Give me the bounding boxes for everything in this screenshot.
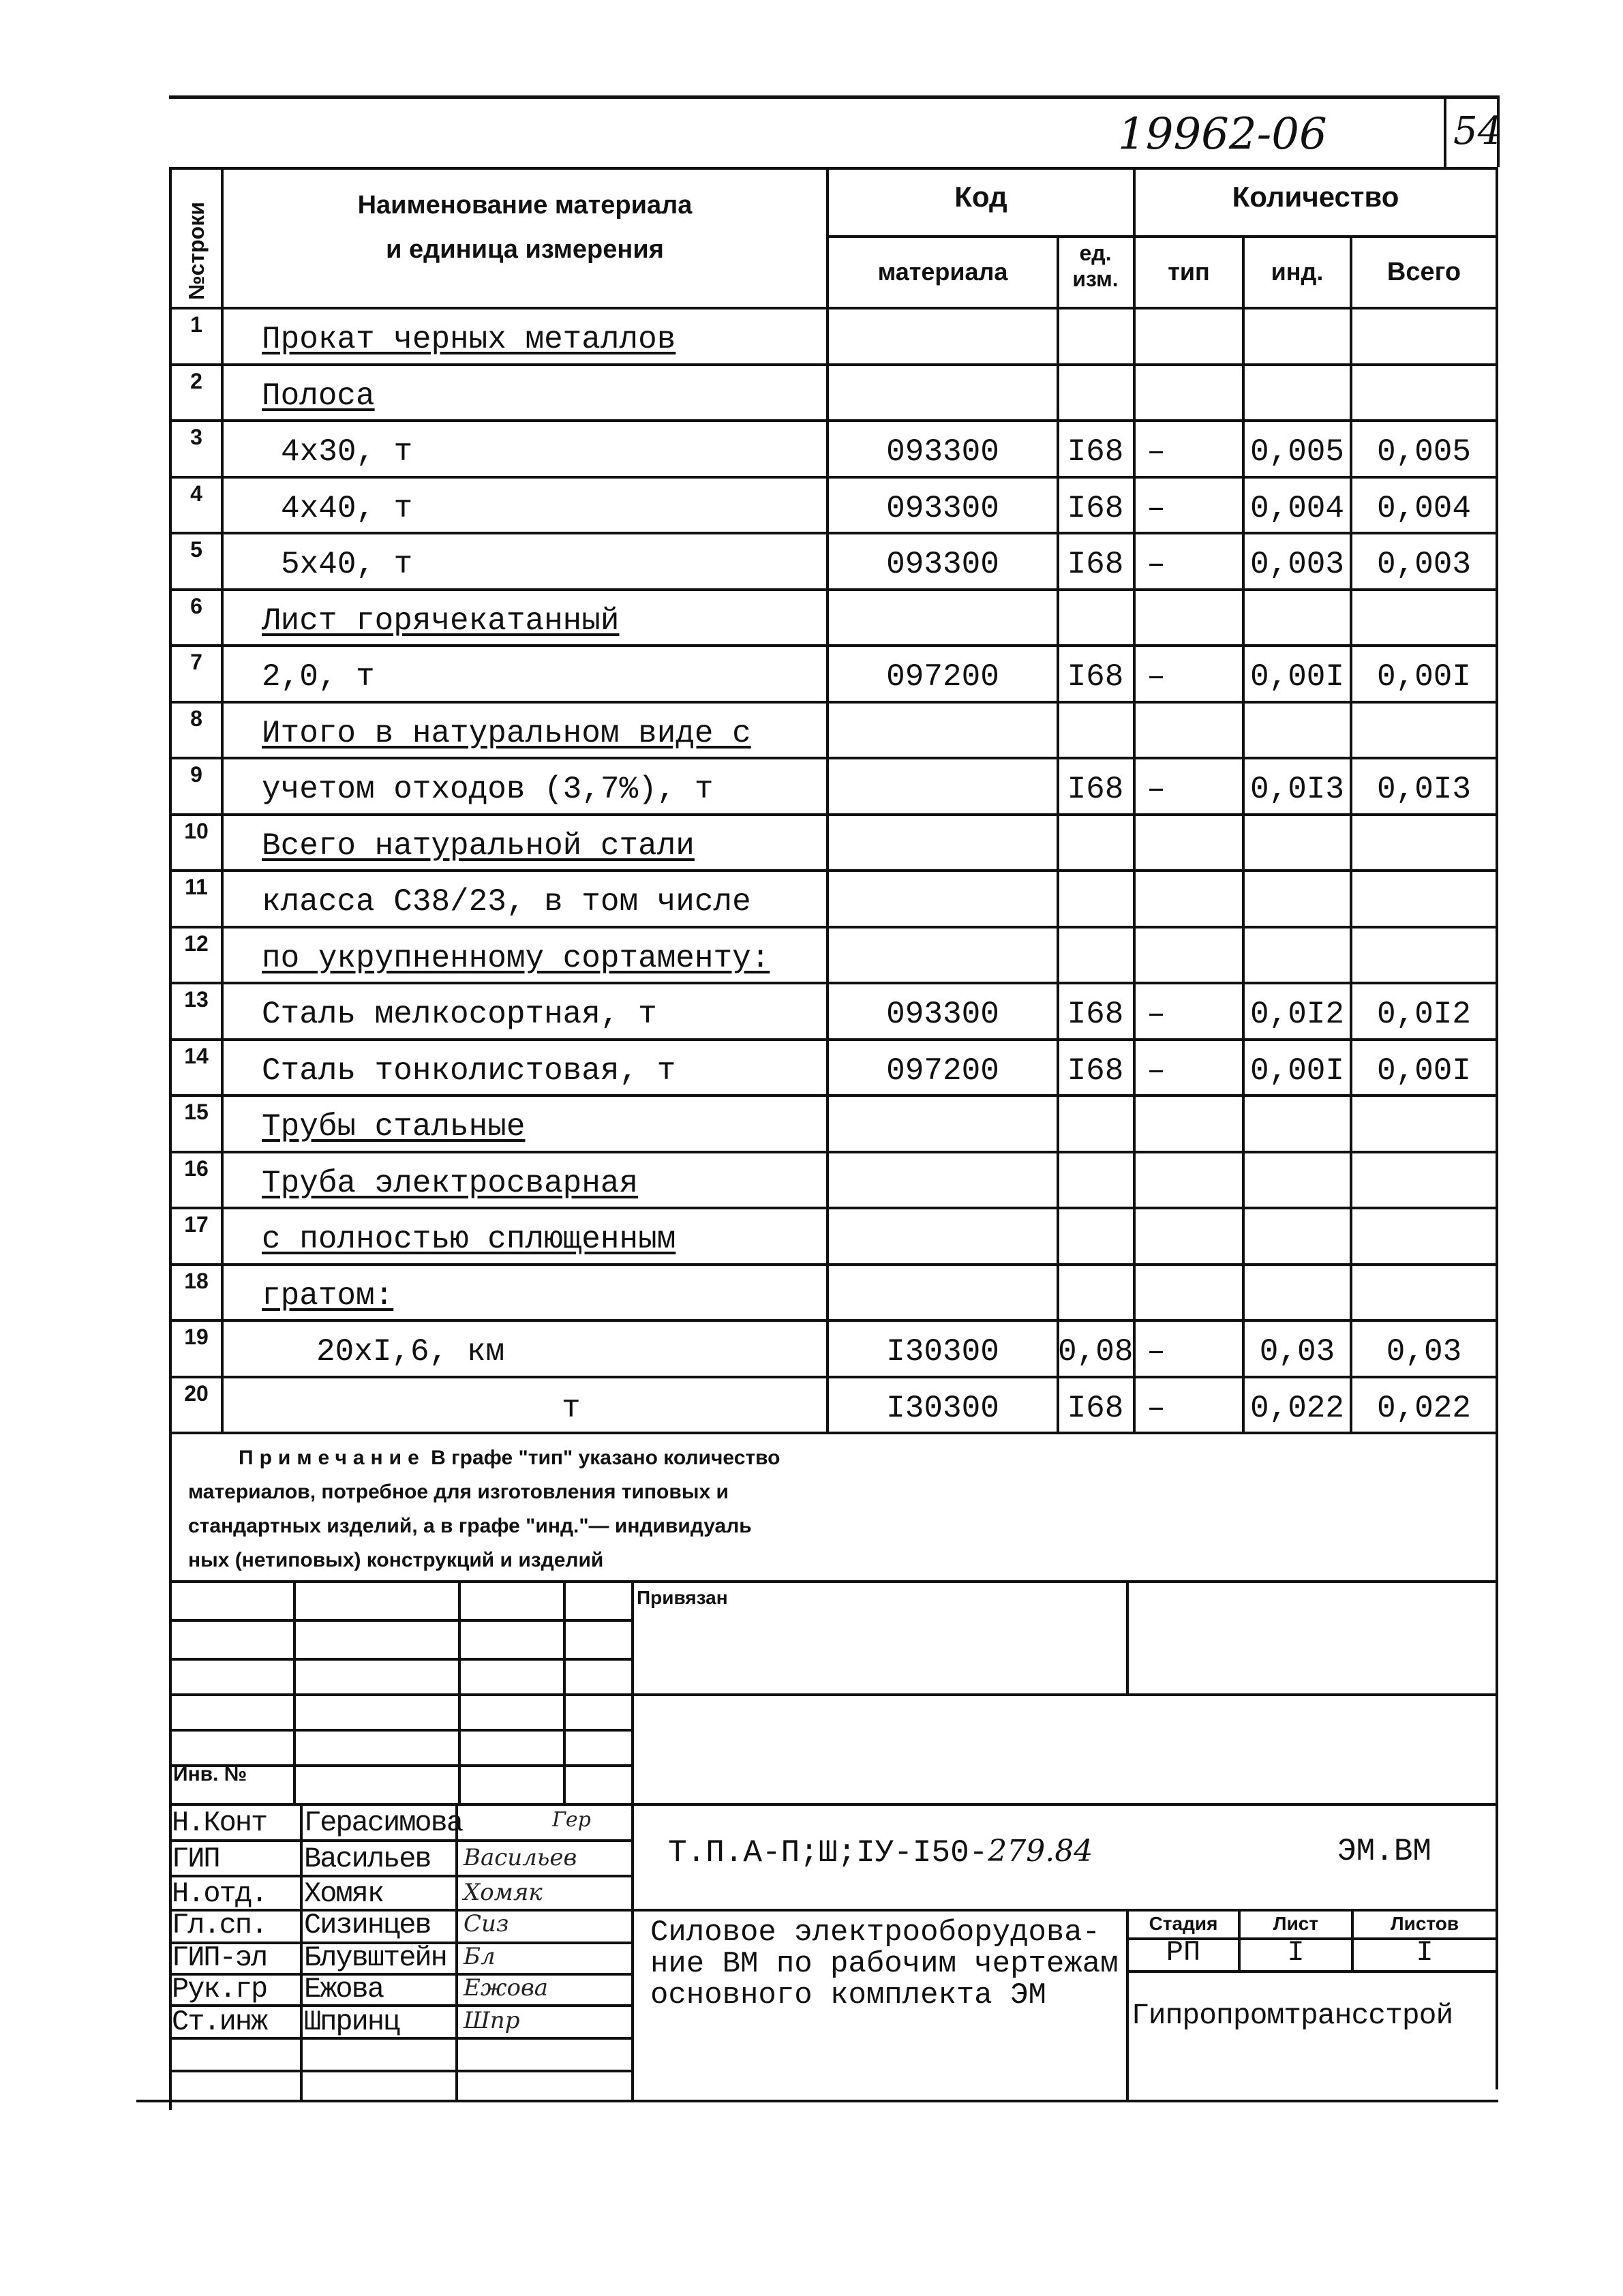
- signer-name: Шпринц: [304, 2006, 399, 2038]
- material-code: 097200: [886, 1053, 999, 1089]
- material-name: с полностью сплющенным: [262, 1222, 676, 1257]
- row-divider: [169, 419, 1498, 422]
- signer-role: Гл.сп.: [172, 1909, 267, 1942]
- material-code: 093300: [886, 434, 999, 470]
- unit-header-line1: ед.: [1079, 241, 1112, 265]
- row-number: 4: [190, 481, 202, 506]
- row-divider: [169, 1207, 1498, 1209]
- unit-code: I68: [1067, 434, 1124, 470]
- row-divider: [169, 532, 1498, 534]
- row-divider: [169, 1151, 1498, 1153]
- total-quantity: 0,00I: [1376, 659, 1472, 695]
- signature: Сиз: [464, 1910, 509, 1937]
- stage-label: Стадия: [1149, 1913, 1218, 1934]
- type-quantity: –: [1147, 772, 1166, 807]
- stage-value: РП: [1166, 1936, 1201, 1969]
- row-divider: [169, 1432, 1498, 1434]
- row-divider: [169, 813, 1498, 816]
- row-number: 14: [184, 1043, 209, 1068]
- code-header: Код: [954, 181, 1007, 213]
- type-quantity: –: [1147, 434, 1166, 470]
- material-name: Итого в натуральном виде с: [262, 715, 751, 751]
- row-number: 3: [190, 425, 202, 449]
- material-code: 097200: [886, 659, 999, 695]
- type-quantity: –: [1147, 1334, 1166, 1370]
- row-number: 2: [190, 368, 202, 393]
- material-name: Прокат черных металлов: [262, 322, 676, 357]
- row-number: 12: [184, 931, 209, 956]
- unit-code: I68: [1067, 659, 1124, 695]
- project-code-text: Т.П.А-П;Ш;IУ-I50-: [668, 1835, 988, 1871]
- unit-code: I68: [1067, 1053, 1124, 1089]
- row-number: 7: [190, 650, 202, 674]
- material-code: 093300: [886, 547, 999, 582]
- signer-role: Рук.гр: [172, 1973, 267, 2006]
- note-line3: стандартных изделий, а в графе "инд."— индивидуаль: [188, 1515, 752, 1537]
- row-number: 13: [184, 987, 209, 1012]
- sheets-label: Листов: [1390, 1913, 1459, 1934]
- document-mark: ЭМ.ВМ: [1337, 1834, 1432, 1869]
- individual-quantity: 0,0I3: [1249, 772, 1345, 807]
- row-number-header: №строки: [184, 202, 209, 300]
- signer-role: ГИП-эл: [172, 1942, 267, 1974]
- ind-header: инд.: [1271, 258, 1324, 286]
- material-name: 20хI,6, км: [316, 1334, 505, 1370]
- total-quantity: 0,03: [1386, 1334, 1462, 1370]
- signature: Ежова: [464, 1974, 548, 2002]
- inv-no-label: Инв. №: [173, 1763, 247, 1785]
- signature: Бл: [464, 1943, 496, 1970]
- sheet-value: I: [1287, 1936, 1305, 1969]
- row-divider: [169, 1319, 1498, 1322]
- row-number: 10: [184, 818, 209, 843]
- quantity-header: Количество: [1232, 181, 1399, 213]
- signer-name: Васильев: [304, 1843, 431, 1875]
- signature: Гер: [552, 1808, 591, 1832]
- material-name: 5х40, т: [281, 547, 413, 582]
- type-quantity: –: [1147, 490, 1166, 526]
- signer-role: Ст.инж: [172, 2006, 267, 2038]
- row-number: 8: [190, 706, 202, 731]
- organization: Гипропромтрансстрой: [1132, 1999, 1453, 2032]
- material-name: гратом:: [262, 1278, 394, 1314]
- total-quantity: 0,005: [1376, 434, 1472, 470]
- signer-name: Герасимова: [304, 1807, 463, 1839]
- row-divider: [169, 1263, 1498, 1266]
- total-quantity: 0,0I3: [1376, 772, 1472, 807]
- signer-name: Блувштейн: [304, 1942, 446, 1974]
- row-divider: [169, 476, 1498, 479]
- type-quantity: –: [1147, 1390, 1166, 1426]
- type-quantity: –: [1147, 997, 1166, 1032]
- note-label: Примечание: [239, 1447, 425, 1469]
- signature: Хомяк: [464, 1879, 543, 1906]
- individual-quantity: 0,00I: [1249, 1053, 1345, 1089]
- type-quantity: –: [1147, 547, 1166, 582]
- unit-header: [1058, 240, 1133, 292]
- note-line2: материалов, потребное для изготовления типовых и: [188, 1481, 729, 1503]
- unit-code: I68: [1067, 490, 1124, 526]
- row-divider: [169, 588, 1498, 591]
- title-line3: основного комплекта ЭМ: [650, 1978, 1046, 2012]
- material-name: Сталь тонколистовая, т: [262, 1053, 676, 1089]
- total-quantity: 0,022: [1376, 1390, 1472, 1426]
- signer-name: Хомяк: [304, 1877, 384, 1910]
- row-number: 15: [184, 1100, 209, 1124]
- material-name: Всего натуральной стали: [262, 828, 695, 864]
- row-divider: [169, 1094, 1498, 1097]
- individual-quantity: 0,03: [1259, 1334, 1335, 1370]
- material-name: учетом отходов (3,7%), т: [262, 772, 714, 807]
- signer-name: Ежова: [304, 1973, 384, 2006]
- unit-code: I68: [1067, 547, 1124, 582]
- top-border-line: [169, 95, 1498, 99]
- sheets-value: I: [1416, 1936, 1434, 1969]
- row-number: 1: [190, 312, 202, 337]
- sheet-box-left: [1444, 95, 1446, 167]
- material-code: 093300: [886, 997, 999, 1032]
- row-number: 17: [184, 1212, 209, 1237]
- material-name: т: [562, 1390, 581, 1426]
- sheet-number: 54: [1453, 109, 1502, 153]
- row-number: 20: [184, 1380, 209, 1406]
- row-number: 6: [190, 593, 202, 618]
- individual-quantity: 0,022: [1249, 1390, 1345, 1426]
- row-number: 5: [190, 537, 202, 562]
- total-quantity: 0,003: [1376, 547, 1472, 582]
- row-number: 9: [190, 762, 202, 787]
- unit-code: I68: [1067, 772, 1124, 807]
- total-header: Всего: [1386, 258, 1461, 286]
- row-number: 19: [184, 1325, 209, 1349]
- doc-number: 19962-06: [1118, 109, 1327, 160]
- row-number: 16: [184, 1155, 209, 1181]
- row-divider: [169, 982, 1498, 984]
- material-name: Полоса: [262, 378, 375, 414]
- material-name: класса С38/23, в том числе: [262, 884, 751, 920]
- signature: Шпр: [464, 2007, 520, 2034]
- note-text1: В графе "тип" указано количество: [425, 1447, 780, 1469]
- name-header-line1: Наименование материала: [357, 191, 693, 220]
- individual-quantity: 0,00I: [1249, 659, 1345, 695]
- material-name: Трубы стальные: [262, 1109, 526, 1145]
- row-divider: [169, 1038, 1498, 1041]
- material-code: 093300: [886, 490, 999, 526]
- document-title: [650, 1917, 1119, 2011]
- material-name: по укрупненному сортаменту:: [262, 940, 770, 976]
- type-quantity: –: [1147, 1053, 1166, 1089]
- row-number: 11: [185, 875, 208, 899]
- unit-code: I68: [1067, 1390, 1124, 1426]
- type-header: тип: [1168, 258, 1210, 286]
- title-line1: Силовое электрооборудова-: [650, 1916, 1101, 1950]
- material-name: Лист горячекатанный: [262, 603, 620, 639]
- material-name: 4х40, т: [281, 490, 413, 526]
- note-line1: [239, 1447, 780, 1470]
- material-name: Труба электросварная: [262, 1165, 639, 1201]
- type-quantity: –: [1147, 659, 1166, 695]
- material-name: Сталь мелкосортная, т: [262, 997, 657, 1032]
- material-code: I30300: [886, 1390, 999, 1426]
- row-divider: [169, 757, 1498, 759]
- unit-code: 0,08: [1058, 1334, 1134, 1370]
- note-line4: ных (нетиповых) конструкций и изделий: [188, 1549, 604, 1571]
- material-name: 2,0, т: [262, 659, 375, 695]
- unit-code: I68: [1067, 997, 1124, 1032]
- row-divider: [169, 869, 1498, 872]
- signer-role: Н.Конт: [172, 1807, 267, 1839]
- total-quantity: 0,0I2: [1376, 997, 1472, 1032]
- signer-name: Сизинцев: [304, 1909, 431, 1942]
- sheet-label: Лист: [1273, 1913, 1319, 1934]
- title-line2: ние ВМ по рабочим чертежам: [650, 1947, 1119, 1981]
- total-quantity: 0,00I: [1376, 1053, 1472, 1089]
- individual-quantity: 0,003: [1249, 547, 1345, 582]
- individual-quantity: 0,004: [1249, 490, 1345, 526]
- row-divider: [169, 363, 1498, 366]
- signer-role: Н.отд.: [172, 1877, 267, 1910]
- material-header: материала: [877, 258, 1008, 286]
- row-divider: [169, 1376, 1498, 1378]
- project-code: [668, 1834, 1093, 1871]
- material-name: 4х30, т: [281, 434, 413, 470]
- privyazan-label: Привязан: [637, 1587, 728, 1608]
- row-number: 18: [184, 1268, 209, 1293]
- individual-quantity: 0,0I2: [1249, 997, 1345, 1032]
- unit-header-line2: изм.: [1072, 267, 1119, 291]
- signature: Васильев: [464, 1844, 577, 1871]
- row-divider: [169, 701, 1498, 704]
- name-header-line2: и единица измерения: [386, 235, 664, 264]
- material-code: I30300: [886, 1334, 999, 1370]
- total-quantity: 0,004: [1376, 490, 1472, 526]
- individual-quantity: 0,005: [1249, 434, 1345, 470]
- signer-role: ГИП: [172, 1843, 219, 1875]
- row-divider: [169, 926, 1498, 928]
- project-code-handwritten: 279.84: [988, 1834, 1093, 1869]
- row-divider: [169, 644, 1498, 647]
